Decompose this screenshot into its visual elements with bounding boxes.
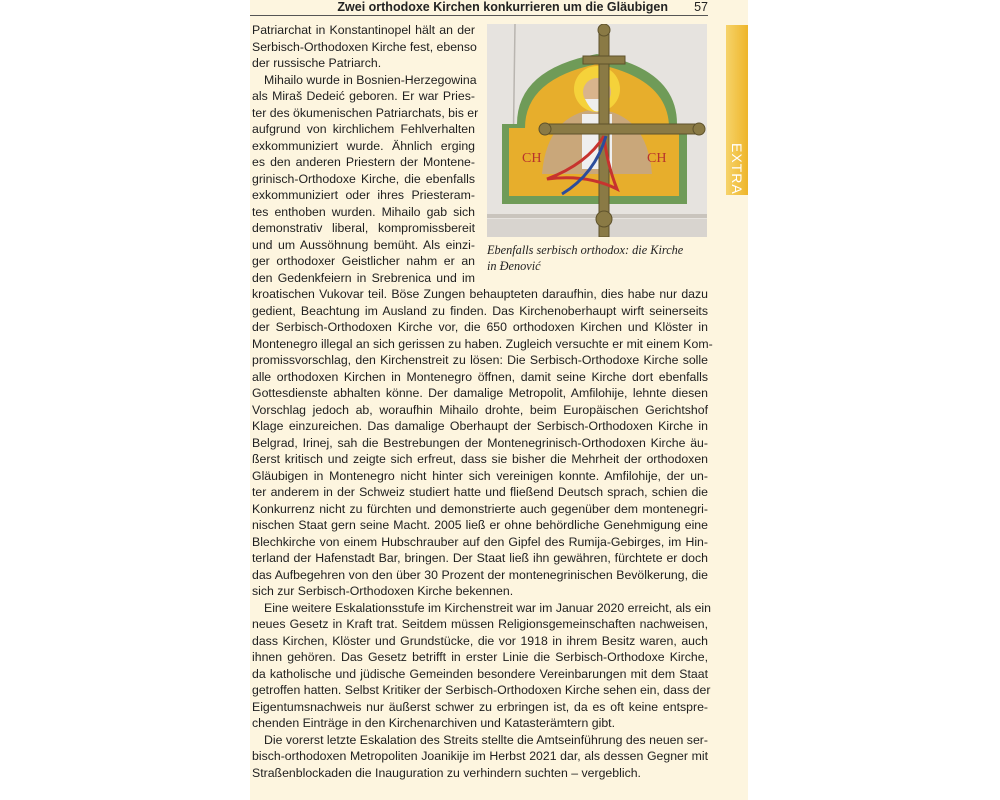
text-line: Gläubigen in Montenegro nicht hinter sich vereinigen konnte. Amfilohije, der un- [252, 468, 708, 483]
caption-line: Ebenfalls serbisch orthodox: die Kirche [487, 243, 684, 257]
svg-text:CH: CH [647, 151, 667, 166]
text-line: alle orthodoxen Kirchen in Montenegro öffnen, damit seine Kirche dort ebenfalls [252, 369, 708, 384]
text-line: und um Aussöhnung bemüht. Als einzi- [252, 237, 475, 252]
text-line: exkommuniziert wurde. Ähnlich erging [252, 138, 475, 153]
text-line: ihnen gehören. Das Gesetz betrifft in erster Linie die Serbisch-Orthodoxe Kirche, [252, 650, 708, 664]
book-page [250, 0, 748, 800]
text-line: Montenegro illegal an sich gerissen zu haben. Zugleich versuchte er mit einem Kom- [252, 336, 713, 351]
page-number: 57 [694, 0, 708, 14]
body-text [252, 22, 713, 781]
text-line: nischen Staat gern seine Macht. 2005 ließ er ohne behördliche Genehmigung eine [252, 518, 708, 532]
svg-text:CH: CH [522, 151, 542, 166]
text-line: Die vorerst letzte Eskalation des Streits stellte die Amtseinführung des neuen ser- [264, 732, 708, 747]
text-line: Blechkirche von einem Hubschrauber auf den Gipfel des Rumija-Gebirges, im Hin- [252, 534, 708, 549]
text-line: grinisch-Orthodoxe Kirche, die ebenfalls [252, 171, 475, 186]
text-line: ßerst kritisch und zeigte sich erfreut, dass sie bisher die Mehrheit der orthodoxen [252, 452, 708, 466]
text-line: ger orthodoxer Geistlicher nahm er an [252, 254, 475, 268]
text-line: dass Kirchen, Klöster und Grundstücke, die vor 1918 in ihrem Besitz waren, auch [252, 633, 708, 648]
text-line: getroffen hatten. Selbst Kritiker der Serbisch-Orthodoxen Kirche sehen ein, dass der [252, 683, 711, 697]
extra-side-tab [726, 25, 748, 195]
text-line: tes enthoben wurden. Mihailo gab sich [252, 204, 475, 219]
text-line: gedient, Beachtung im Ausland zu finden. Das Kirchenoberhaupt wirft seinerseits [252, 303, 708, 318]
text-line: als Miraš Dedeić geboren. Er war Pries- [252, 89, 475, 103]
text-line: kroatischen Vukovar teil. Böse Zungen behaupteten daraufhin, dies habe nur dazu [252, 287, 708, 301]
text-line: Mihailo wurde in Bosnien-Herzegowina [264, 72, 477, 87]
text-line: Vorschlag jedoch ab, woraufhin Mihailo drohte, beim Europäischen Gerichtshof [252, 402, 708, 417]
text-line: exkommuniziert oder ihres Priesteram- [252, 188, 475, 202]
text-line: Belgrad, Irinej, sah die Bestrebungen der Montenegrinisch-Orthodoxen Kirche äu- [252, 435, 708, 450]
text-line: chenden Einträge in den Kirchenarchiven und Katasterämtern gibt. [252, 716, 615, 730]
text-line: der russische Patriarch. [252, 56, 382, 70]
text-line: es den anderen Priestern der Montene- [252, 155, 475, 169]
text-line: ter des ökumenischen Patriarchats, bis er [252, 105, 479, 120]
text-line: promissvorschlag, den Kirchenstreit zu lösen: Die Serbisch-Orthodoxe Kirche solle [252, 353, 708, 367]
text-line: Serbisch-Orthodoxen Kirche fest, ebenso [252, 39, 477, 54]
text-line: den Gedenkfeiern in Srebrenica und im [252, 270, 475, 285]
caption-line: in Đenović [487, 259, 541, 273]
side-tab-label: EXTRA [729, 143, 745, 195]
text-line: Gottesdienste abhalten könne. Der damalige Metropolit, Amfilohije, lehnte diesen [252, 386, 708, 400]
text-line: bisch-orthodoxen Metropoliten Joanikije im Herbst 2021 dar, als dessen Gegner mit [252, 749, 708, 763]
text-line: Konkurrenz nicht zu fürchten und demonstrierte auch gegenüber dem montenegri- [252, 501, 708, 516]
text-line: der Serbisch-Orthodoxen Kirche vor, die 650 orthodoxen Kirchen und Klöster in [252, 320, 708, 334]
text-line: das Aufbegehren von den über 30 Prozent der montenegrinischen Bevölkerung, die [252, 567, 708, 582]
text-line: terland der Hafenstadt Bar, bringen. Der Staat ließ ihn gewähren, fürchtete er doch [252, 551, 708, 565]
running-header [250, 0, 708, 16]
text-line: Eigentumsnachweis nur äußerst schwer zu erbringen ist, da es oft keine entspre- [252, 699, 708, 714]
text-line: aufgrund von kirchlichem Fehlverhalten [252, 122, 475, 136]
text-line: demonstrativ liberal, kompromissbereit [252, 221, 475, 235]
text-line: neues Gesetz in Kraft trat. Seitdem müssen Religionsgemeinschaften nachweisen, [252, 617, 708, 631]
text-line: Eine weitere Eskalationsstufe im Kirchenstreit war im Januar 2020 erreicht, als ein [264, 600, 711, 615]
text-line: da katholische und jüdische Gemeinden besondere Vereinbarungen mit dem Staat [252, 666, 708, 681]
text-line: Straßenblockaden die Inauguration zu verhindern suchten – vergeblich. [252, 765, 641, 780]
header-title: Zwei orthodoxe Kirchen konkurrieren um die Gläubigen [337, 0, 668, 14]
text-line: sich zur Serbisch-Orthodoxen Kirche bekennen. [252, 584, 514, 598]
text-line: Patriarchat in Konstantinopel hält an der [252, 23, 475, 37]
text-line: ter anderem in der Schweiz studiert hatte und fließend Deutsch sprach, schien die [252, 485, 708, 499]
text-line: Klage einzureichen. Das damalige Oberhaupt der Serbisch-Orthodoxen Kirche in [252, 419, 708, 433]
